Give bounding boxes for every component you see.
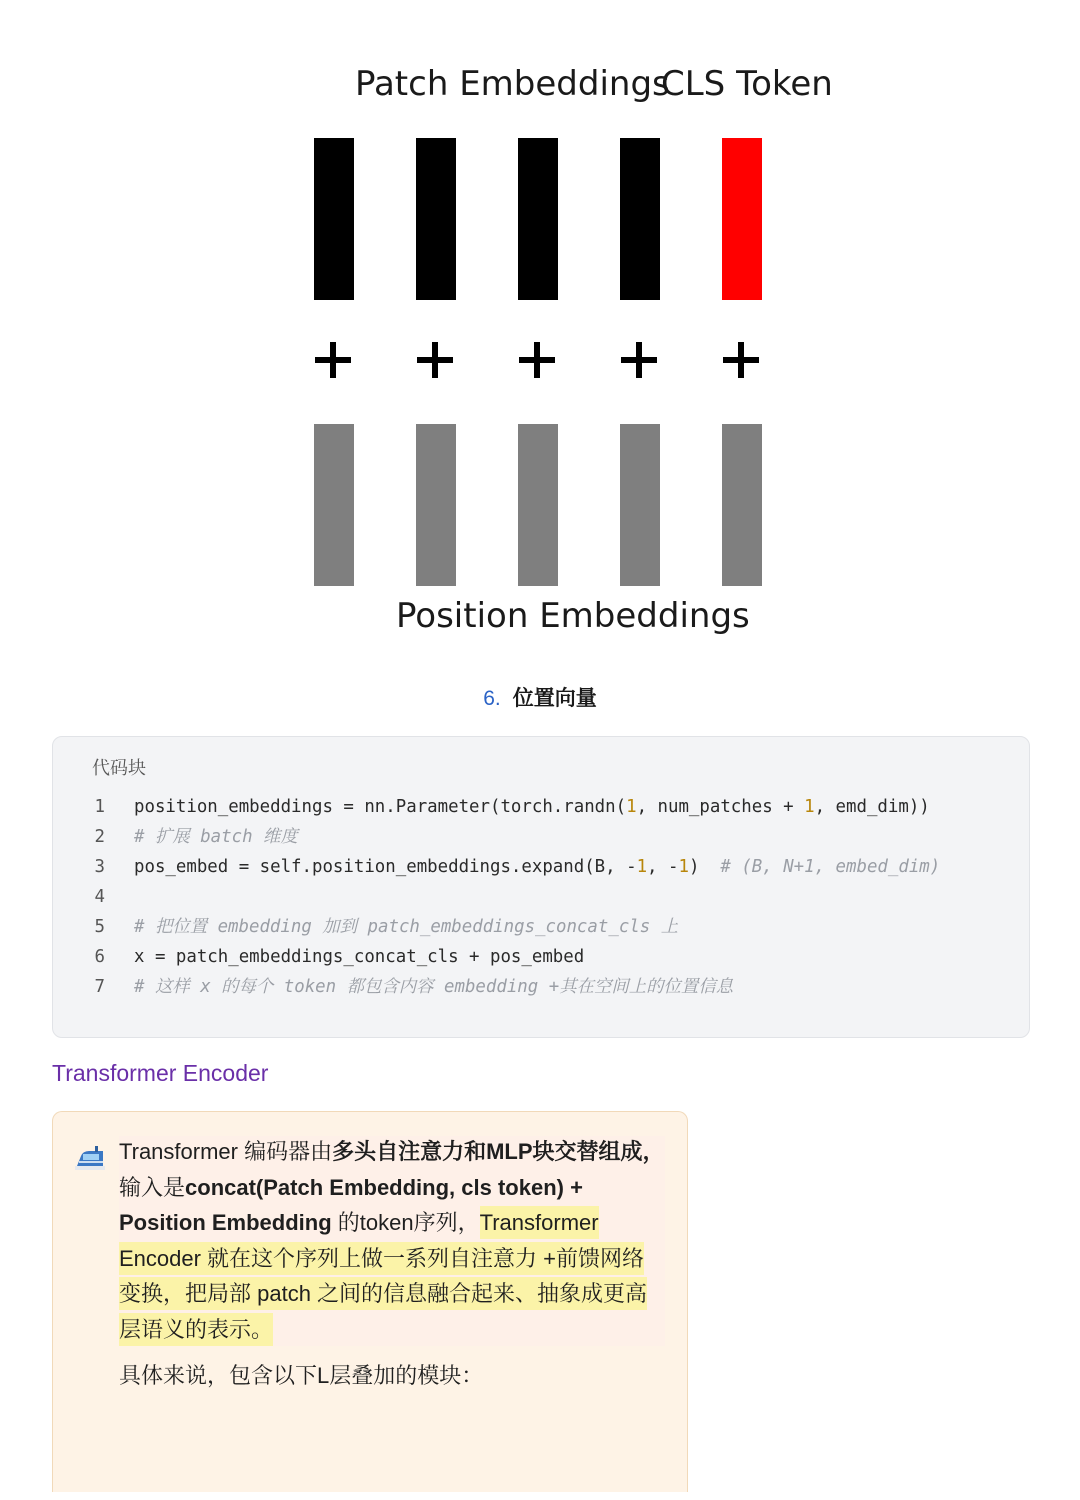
position-embedding-bar xyxy=(620,424,660,586)
callout-paragraph-2: 具体来说，包含以下L层叠加的模块： xyxy=(119,1363,484,1388)
code-number: 1 xyxy=(804,797,815,817)
code-token: position_embeddings = nn.Parameter(torch.randn( xyxy=(134,797,627,817)
plus-icon xyxy=(313,340,353,380)
callout-text: 的token序列， xyxy=(331,1210,480,1235)
plus-icon xyxy=(721,340,761,380)
callout-text: Transformer 编码器由 xyxy=(119,1139,333,1164)
code-token: pos_embed = self.position_embeddings.expand(B, - xyxy=(134,857,637,877)
figure-caption xyxy=(0,682,1080,712)
code-line xyxy=(53,852,1029,882)
callout-box xyxy=(52,1111,688,1492)
plus-icon xyxy=(619,340,659,380)
code-number: 1 xyxy=(636,857,648,877)
section-heading: Transformer Encoder xyxy=(52,1060,269,1086)
code-token: , - xyxy=(647,857,679,877)
code-number: 1 xyxy=(678,857,689,877)
code-block-title: 代码块 xyxy=(92,758,146,778)
embedding-diagram xyxy=(0,0,1080,660)
line-number: 3 xyxy=(94,857,105,877)
line-number: 7 xyxy=(94,977,105,997)
code-line xyxy=(53,942,1029,972)
code-comment: # 把位置 embedding 加到 patch_embeddings_concat_cls 上 xyxy=(134,917,679,937)
callout-highlighted-text: Transformer Encoder 就在这个序列上做一系列自注意力 +前馈网络变换，把局部 patch 之间的信息融合起来、抽象成更高层语义的表示。 xyxy=(119,1206,647,1346)
caption-number: 6. xyxy=(483,687,501,710)
cls-token-label: CLS Token xyxy=(661,64,833,104)
code-line xyxy=(53,972,1029,1002)
position-embedding-bar xyxy=(416,424,456,586)
code-comment: # 扩展 batch 维度 xyxy=(134,827,298,847)
cls-token-bar xyxy=(722,138,762,300)
position-embedding-bar xyxy=(518,424,558,586)
code-text xyxy=(134,852,940,882)
line-number: 1 xyxy=(94,797,105,817)
position-embeddings-label: Position Embeddings xyxy=(396,596,750,636)
position-embedding-bar xyxy=(314,424,354,586)
code-line xyxy=(53,792,1029,822)
line-number: 6 xyxy=(94,947,105,967)
iron-icon xyxy=(73,1144,107,1172)
callout-bold-text: 多头自注意力和MLP块交替组成， xyxy=(332,1139,665,1164)
patch-embedding-bar xyxy=(314,138,354,300)
code-token: , num_patches + xyxy=(636,797,805,817)
code-text xyxy=(134,822,298,852)
code-text xyxy=(134,912,678,942)
code-comment: # 这样 x 的每个 token 都包含内容 embedding +其在空间上的位置信息 xyxy=(134,977,734,997)
code-token: , emd_dim)) xyxy=(814,797,930,817)
code-token: ) xyxy=(688,857,721,877)
code-line xyxy=(53,912,1029,942)
position-embedding-bar xyxy=(722,424,762,586)
patch-embedding-bar xyxy=(620,138,660,300)
code-text xyxy=(134,942,584,972)
code-text xyxy=(134,792,930,822)
patch-embeddings-label: Patch Embeddings xyxy=(355,64,670,104)
line-number: 5 xyxy=(94,917,105,937)
patch-embedding-bar xyxy=(416,138,456,300)
code-text xyxy=(134,972,733,1002)
code-comment: # (B, N+1, embed_dim) xyxy=(720,857,941,877)
callout-bold-text: concat(Patch Embedding, cls token) + Position Embedding xyxy=(119,1174,583,1235)
callout-paragraph-1 xyxy=(119,1134,665,1347)
code-line xyxy=(53,882,1029,912)
caption-text: 位置向量 xyxy=(512,687,597,710)
line-number: 2 xyxy=(94,827,105,847)
patch-embedding-bar xyxy=(518,138,558,300)
callout-text: 输入是 xyxy=(119,1174,186,1200)
plus-icon xyxy=(517,340,557,380)
line-number: 4 xyxy=(94,887,105,907)
code-line xyxy=(53,822,1029,852)
code-number: 1 xyxy=(626,797,637,817)
plus-icon xyxy=(415,340,455,380)
code-token: x = patch_embeddings_concat_cls + pos_embed xyxy=(134,947,585,967)
code-block[interactable] xyxy=(52,736,1030,1038)
